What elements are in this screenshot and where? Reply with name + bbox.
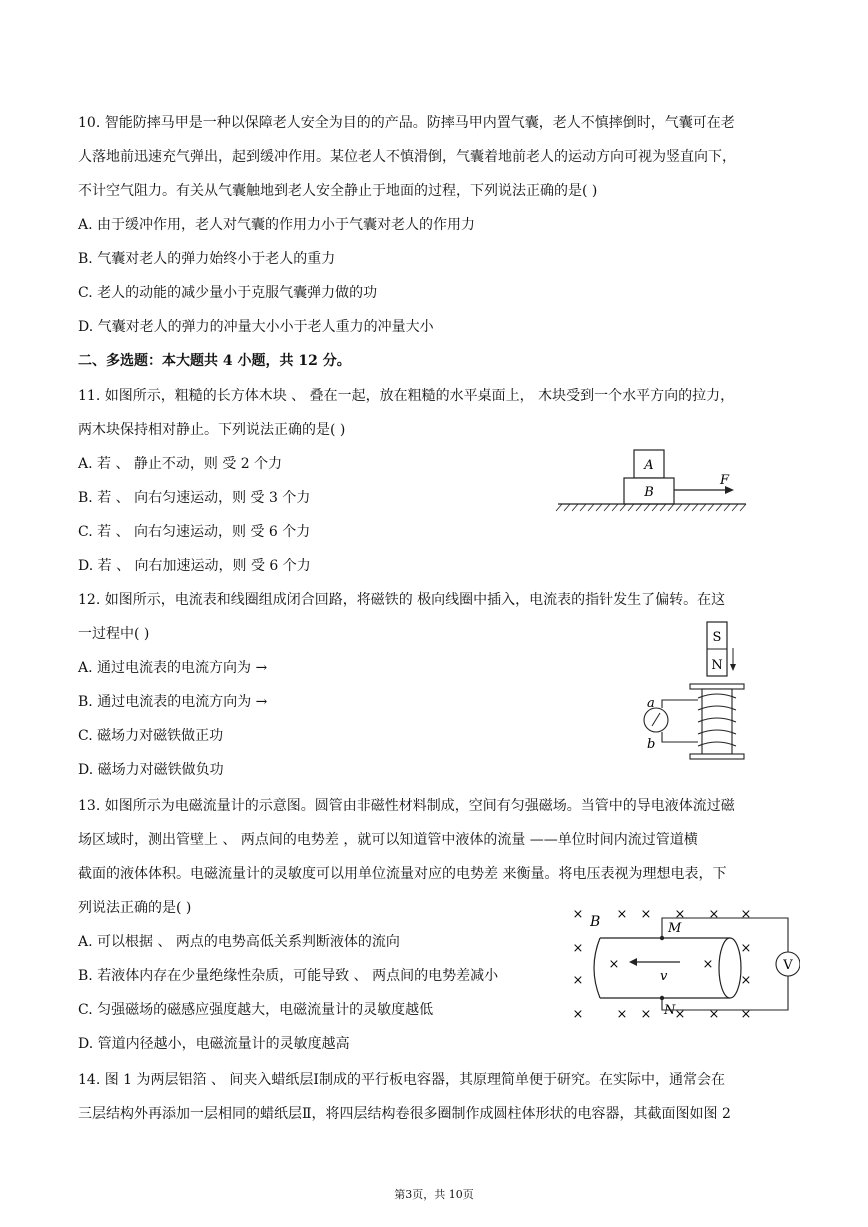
q12-figure-magnet-coil [636, 620, 748, 764]
block-b-label: B [644, 485, 654, 500]
point-m-label: M [668, 921, 682, 936]
q12-option-c: C. 磁场力对磁铁做正功 [78, 728, 224, 744]
q12-stem-line-2: 一过程中( ) [78, 626, 150, 642]
q13-stem-line-2: 场区域时，测出管壁上 、 两点间的电势差 ，就可以知道管中液体的流量 ——单位时间内流过管道横 [78, 832, 698, 848]
q13-stem-line-1: 13. 如图所示为电磁流量计的示意图。圆管由非磁性材料制成，空间有匀强磁场。当管中的导电液体流过磁 [78, 798, 735, 814]
force-label: F [720, 473, 730, 488]
q12-option-a: A. 通过电流表的电流方向为 → [78, 660, 268, 676]
q11-figure-blocks [552, 444, 752, 516]
terminal-a-label: a [647, 696, 655, 711]
block-a-label: A [644, 458, 654, 473]
q11-option-b: B. 若 、 向右匀速运动，则 受 3 个力 [78, 490, 311, 506]
q12-option-d: D. 磁场力对磁铁做负功 [78, 762, 224, 778]
q11-option-a: A. 若 、 静止不动，则 受 2 个力 [78, 456, 283, 472]
q13-stem-line-3: 截面的液体体积。电磁流量计的灵敏度可以用单位流量对应的电势差 来衡量。将电压表视为理想电表，下 [78, 866, 727, 882]
section-heading-multiple-choice: 二、多选题：本大题共 4 小题，共 12 分。 [78, 353, 351, 369]
voltmeter-label: V [783, 958, 793, 973]
q13-figure-flowmeter [568, 902, 800, 1026]
q10-option-d: D. 气囊对老人的弹力的冲量大小小于老人重力的冲量大小 [78, 319, 434, 335]
q12-option-b: B. 通过电流表的电流方向为 → [78, 694, 268, 710]
q10-option-c: C. 老人的动能的减少量小于克服气囊弹力做的功 [78, 285, 378, 301]
svg-text:×: × [674, 907, 686, 922]
svg-text:×: × [608, 957, 620, 972]
q11-stem-line-1: 11. 如图所示，粗糙的长方体木块 、 叠在一起，放在粗糙的水平桌面上， 木块受到一个水平方向的拉力， [78, 388, 735, 404]
svg-text:×: × [640, 1007, 652, 1022]
q12-stem-line-1: 12. 如图所示，电流表和线圈组成闭合回路，将磁铁的 极向线圈中插入，电流表的指针发生了偏转。在这 [78, 592, 726, 608]
q11-option-d: D. 若 、 向右加速运动，则 受 6 个力 [78, 558, 311, 574]
q10-option-a: A. 由于缓冲作用，老人对气囊的作用力小于气囊对老人的作用力 [78, 217, 476, 233]
svg-text:×: × [740, 941, 752, 956]
svg-text:×: × [616, 1007, 628, 1022]
q10-stem-line-3: 不计空气阻力。有关从气囊触地到老人安全静止于地面的过程，下列说法正确的是( ) [78, 183, 598, 199]
svg-text:×: × [708, 907, 720, 922]
flow-arrowhead [629, 958, 637, 966]
field-b-label: B [590, 914, 601, 930]
pipe-right-end [719, 938, 741, 998]
magnet-s-label: S [712, 630, 722, 645]
q11-stem-line-2: 两木块保持相对静止。下列说法正确的是( ) [78, 422, 346, 438]
table-hatching [556, 504, 746, 511]
q14-stem-line-1: 14. 图 1 为两层铝箔 、 间夹入蜡纸层Ⅰ制成的平行板电容器，其原理简单便于研究。在实际中，通常会在 [78, 1072, 725, 1088]
svg-text:×: × [740, 973, 752, 988]
q13-stem-line-4: 列说法正确的是( ) [78, 900, 192, 916]
q10-stem-line-1: 10. 智能防摔马甲是一种以保障老人安全为目的的产品。防摔马甲内置气囊，老人不慎摔倒时，气囊可在老 [78, 115, 735, 131]
svg-text:×: × [702, 957, 714, 972]
svg-text:×: × [616, 907, 628, 922]
q14-stem-line-2: 三层结构外再添加一层相同的蜡纸层Ⅱ，将四层结构卷很多圈制作成圆柱体形状的电容器，其截面图如图 2 [78, 1106, 731, 1122]
point-n-label: N [664, 1003, 676, 1018]
wire-bottom [662, 732, 698, 742]
q10-option-b: B. 气囊对老人的弹力始终小于老人的重力 [78, 251, 336, 267]
q13-option-d: D. 管道内径越小，电磁流量计的灵敏度越高 [78, 1036, 350, 1052]
q11-option-c: C. 若 、 向右匀速运动，则 受 6 个力 [78, 524, 311, 540]
coil-bottom-plate [690, 754, 744, 759]
q10-stem-line-2: 人落地前迅速充气弹出，起到缓冲作用。某位老人不慎滑倒，气囊着地前老人的运动方向可视为竖直向下， [78, 149, 736, 165]
svg-text:×: × [740, 1007, 752, 1022]
page-number-footer: 第3页，共 10页 [394, 1188, 474, 1201]
svg-text:×: × [640, 907, 652, 922]
svg-text:×: × [740, 907, 752, 922]
velocity-label: v [660, 969, 668, 984]
q13-option-a: A. 可以根据 、 两点的电势高低关系判断液体的流向 [78, 934, 400, 950]
svg-text:×: × [572, 941, 584, 956]
motion-arrowhead [730, 664, 736, 671]
terminal-b-label: b [647, 737, 656, 752]
coil-top-plate [690, 684, 744, 689]
svg-text:×: × [572, 973, 584, 988]
svg-text:×: × [572, 1007, 584, 1022]
magnet-n-label: N [711, 658, 723, 673]
svg-text:×: × [708, 1007, 720, 1022]
q13-option-b: B. 若液体内存在少量绝缘性杂质，可能导致 、 两点间的电势差减小 [78, 968, 499, 984]
svg-text:×: × [572, 907, 584, 922]
pipe-left-end [594, 938, 600, 998]
wire-top [662, 700, 698, 708]
q13-option-c: C. 匀强磁场的磁感应强度越大，电磁流量计的灵敏度越低 [78, 1002, 434, 1018]
coil-core [702, 689, 732, 754]
svg-text:×: × [674, 1007, 686, 1022]
